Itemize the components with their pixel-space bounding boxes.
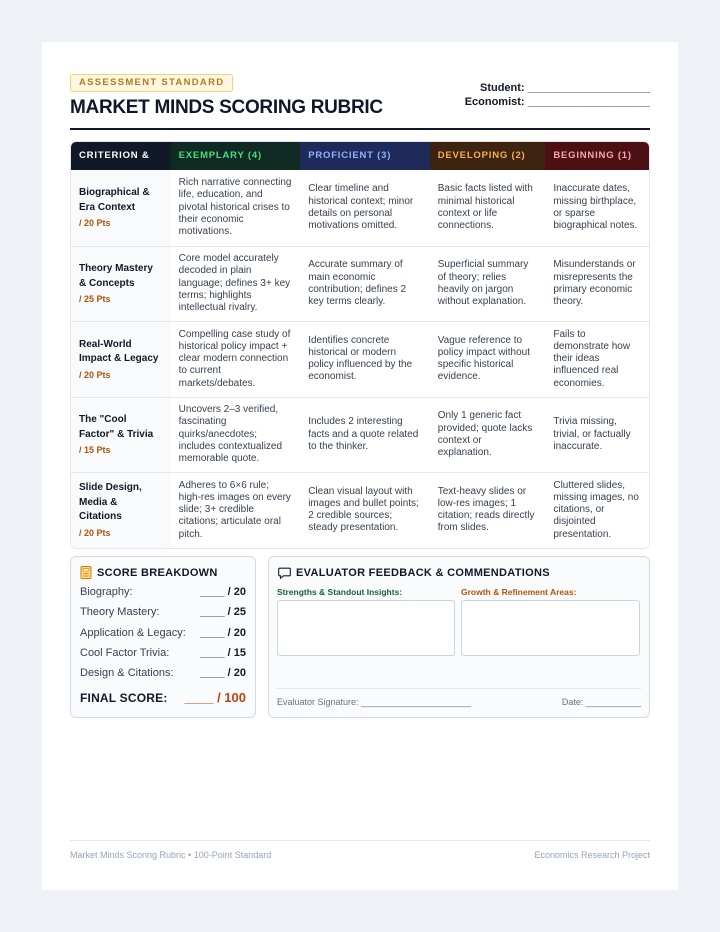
beginning-cell: Trivia missing, trivial, or factually inaccurate. [553, 416, 631, 452]
beginning-cell: Fails to demonstrate how their ideas influenced real economies. [553, 328, 631, 389]
score-value[interactable]: ____ / 20 [200, 667, 246, 679]
developing-cell: Superficial summary of theory; relies heavily on jargon without explanation. [437, 259, 529, 307]
growth-textbox[interactable] [461, 600, 640, 656]
exemplary-cell: Compelling case study of historical policy impact + clear modern connection to current markets/debates. [178, 328, 291, 389]
proficient-cell: Identifies concrete historical or modern policy influenced by the economist. [308, 334, 413, 383]
student-field[interactable]: Student: ____________________ [479, 82, 650, 94]
criterion-name: Biographical & Era Context [79, 187, 150, 213]
header [70, 74, 650, 130]
growth-label: Growth & Refinement Areas: [461, 587, 577, 597]
page-content [70, 74, 650, 707]
developing-cell: Only 1 generic fact provided; quote lacks context or explanation. [437, 410, 533, 458]
beginning-cell: Misunderstands or misrepresents the primary economic theory. [553, 259, 636, 307]
final-score [80, 690, 246, 705]
comment-icon [278, 566, 291, 579]
criterion-points: / 20 Pts [79, 218, 111, 229]
strengths-textbox[interactable] [277, 600, 455, 656]
strengths-label: Strengths & Standout Insights: [277, 587, 403, 597]
score-line-biography [80, 586, 246, 598]
developing-cell: Vague reference to policy impact without specific historical evidence. [437, 334, 531, 383]
rubric-table [70, 141, 650, 549]
score-value[interactable]: ____ / 20 [200, 627, 246, 639]
feedback-heading [278, 566, 550, 579]
footer-right: Economics Research Project [534, 850, 650, 860]
header-proficient: PROFICIENT (3) [300, 142, 430, 170]
score-label: Cool Factor Trivia: [80, 647, 170, 659]
criterion-cell [71, 322, 171, 397]
calculator-icon [80, 566, 92, 579]
evaluator-feedback-panel [268, 556, 650, 718]
table-row [71, 170, 649, 246]
table-row [71, 472, 649, 548]
criterion-cell [71, 473, 171, 548]
score-line-application [80, 627, 246, 639]
score-breakdown-panel [70, 556, 256, 718]
criterion-cell [71, 398, 171, 473]
criterion-points: / 15 Pts [79, 445, 111, 456]
exemplary-cell: Rich narrative connecting life, education, and pivotal historical crises to their economic motivations. [178, 177, 292, 238]
score-line-theory [80, 606, 246, 618]
score-breakdown-heading [80, 566, 218, 579]
criterion-points: / 20 Pts [79, 369, 111, 380]
score-line-cool-factor [80, 647, 246, 659]
beginning-cell: Inaccurate dates, missing birthplace, or sparse biographical notes. [553, 183, 638, 231]
score-label: Theory Mastery: [80, 606, 160, 618]
score-label: Biography: [80, 586, 133, 598]
developing-cell: Basic facts listed with minimal historical context or life connections. [437, 183, 533, 231]
exemplary-cell: Uncovers 2–3 verified, fascinating quirks/anecdotes; includes contextualized memorable quote. [178, 404, 283, 465]
header-beginning: BEGINNING (1) [545, 142, 649, 170]
developing-cell: Text-heavy slides or low-res images; 1 citation; reads directly from slides. [437, 485, 535, 534]
page-title: MARKET MINDS SCORING RUBRIC [70, 97, 383, 118]
feedback-title: EVALUATOR FEEDBACK & COMMENDATIONS [296, 566, 550, 579]
score-breakdown-title: SCORE BREAKDOWN [97, 566, 218, 579]
final-score-value[interactable]: ____ / 100 [184, 690, 246, 705]
date-field[interactable]: Date: ___________ [561, 697, 641, 707]
feedback-divider [277, 688, 641, 689]
assessment-badge: ASSESSMENT STANDARD [70, 74, 233, 92]
criterion-points: / 20 Pts [79, 527, 111, 538]
criterion-points: / 25 Pts [79, 294, 111, 305]
criterion-name: The "Cool Factor" & Trivia [79, 414, 154, 440]
header-exemplary: EXEMPLARY (4) [171, 142, 301, 170]
economist-field[interactable]: Economist: ____________________ [464, 96, 650, 108]
score-label: Application & Legacy: [80, 627, 186, 639]
proficient-cell: Clean visual layout with images and bullet points; 2 credible sources; steady presentation. [308, 485, 419, 534]
header-developing: DEVELOPING (2) [430, 142, 546, 170]
evaluator-signature-field[interactable]: Evaluator Signature: ______________________ [277, 697, 472, 707]
proficient-cell: Includes 2 interesting facts and a quote related to the thinker. [308, 416, 419, 452]
proficient-cell: Clear timeline and historical context; minor details on personal motivations omitted. [308, 183, 414, 231]
score-value[interactable]: ____ / 25 [200, 606, 246, 618]
criterion-name: Real-World Impact & Legacy [79, 338, 159, 365]
score-label: Design & Citations: [80, 667, 174, 679]
table-header [71, 142, 649, 170]
table-body [71, 170, 649, 548]
score-value[interactable]: ____ / 20 [200, 586, 246, 598]
table-row [71, 397, 649, 473]
table-row [71, 246, 649, 322]
criterion-cell [71, 247, 171, 322]
score-line-design [80, 667, 246, 679]
criterion-cell [71, 170, 171, 246]
footer-left: Market Minds Scoring Rubric • 100-Point Standard [70, 850, 272, 860]
criterion-name: Slide Design, Media & Citations [79, 482, 142, 523]
proficient-cell: Accurate summary of main economic contribution; defines 2 key terms clearly. [308, 259, 407, 307]
bottom-panels [70, 556, 650, 718]
beginning-cell: Cluttered slides, missing images, no citations, or disjointed presentation. [553, 479, 639, 540]
name-fields [465, 82, 650, 110]
table-row [71, 321, 649, 397]
final-score-label: FINAL SCORE: [80, 690, 168, 705]
rubric-page [42, 42, 678, 890]
score-value[interactable]: ____ / 15 [200, 647, 246, 659]
criterion-name: Theory Mastery & Concepts [79, 263, 153, 289]
exemplary-cell: Adheres to 6×6 rule; high-res images on every slide; 3+ credible citations; articulate oral pitch. [178, 479, 291, 540]
header-criterion: CRITERION & [71, 142, 171, 170]
exemplary-cell: Core model accurately decoded in plain language; defines 3+ key terms; highlights intellectual rivalry. [178, 253, 291, 314]
footer [70, 840, 650, 860]
